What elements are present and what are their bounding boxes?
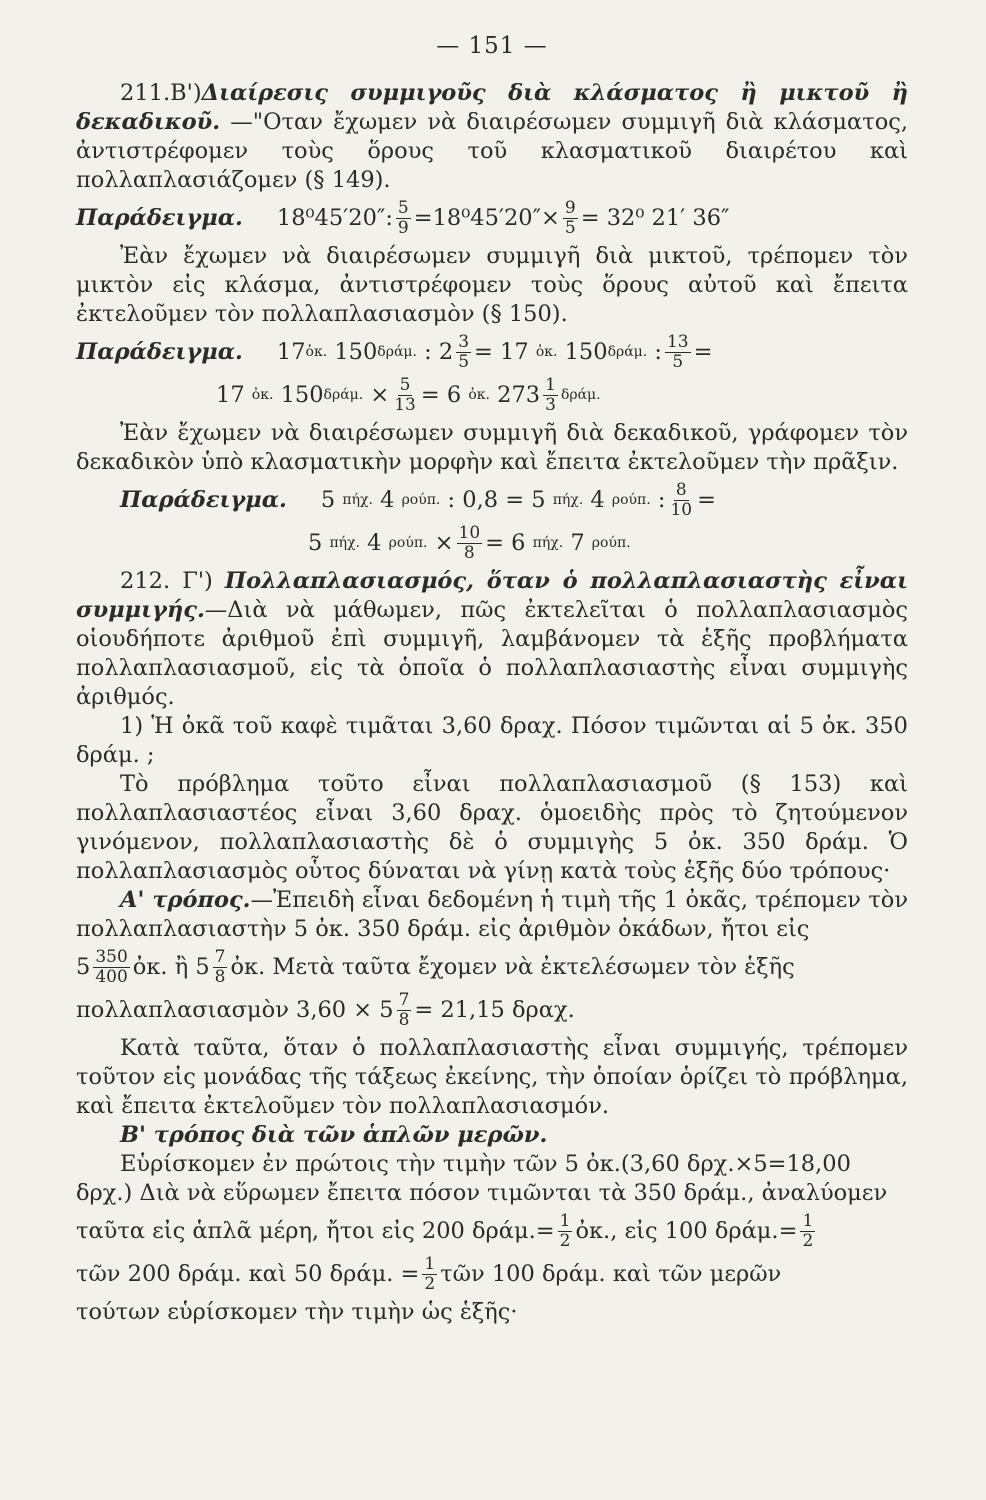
- example-3: [76, 481, 908, 520]
- unit: πήχ.: [552, 492, 584, 508]
- value: 17: [216, 382, 245, 408]
- unit: πήχ.: [532, 535, 564, 551]
- denominator: 10: [670, 500, 693, 520]
- text: = 21,15 δραχ.: [414, 997, 575, 1023]
- fraction: [457, 524, 483, 563]
- operator: =: [693, 339, 713, 365]
- fraction: [396, 199, 411, 238]
- unit: δράμ.: [323, 387, 364, 403]
- operator: ×: [370, 382, 390, 408]
- fraction: [93, 948, 129, 987]
- numerator: 13: [666, 332, 689, 352]
- denominator: 8: [214, 967, 226, 987]
- decimal-paragraph: Ἐὰν ἔχωμεν νὰ διαιρέσωμεν συμμιγῆ διὰ δεκαδικοῦ, γράφομεν τὸν δεκαδικὸν ὑπὸ κλασματικὴν μορφὴν καὶ ἔπειτα ἐκτελοῦμεν τὴν πρᾶξιν.: [76, 420, 908, 475]
- example-2: [76, 333, 908, 372]
- unit: ὀκ.: [251, 387, 274, 403]
- numerator: 7: [398, 990, 410, 1010]
- section-title: Διαίρεσις συμμιγοῦς διὰ κλάσματος ἢ μικτοῦ ἢ δεκαδικοῦ.: [76, 80, 908, 135]
- value: 4: [590, 487, 605, 513]
- text: τῶν 200 δράμ. καὶ 50 δράμ. =: [76, 1261, 420, 1287]
- numerator: 3: [458, 332, 470, 352]
- operator: = 6: [420, 382, 462, 408]
- numerator: 10: [458, 523, 481, 543]
- numerator: 8: [675, 480, 687, 500]
- fraction: [668, 481, 694, 520]
- denominator: 13: [394, 395, 416, 415]
- unit: δράμ.: [377, 344, 417, 360]
- section-letter: Γ'): [182, 568, 213, 594]
- fraction: [558, 1212, 573, 1251]
- unit: πήχ.: [329, 535, 361, 551]
- text: ὀκ. ἢ 5: [132, 954, 210, 980]
- conclusion-paragraph: Κατὰ ταῦτα, ὅταν ὁ πολλαπλασιαστὴς εἶναι συμμιγής, τρέπομεν τοῦτον εἰς μονάδας τῆς τάξεως ἐκείνης, τὴν ὁποίαν ὁρίζει τὸ πρόβλημα, καὶ ἔπειτα ἐκτελοῦμεν τὸν πολλαπλασιασμόν.: [76, 1035, 908, 1119]
- fraction: [800, 1212, 815, 1251]
- value: 273: [497, 382, 541, 408]
- unit: δράμ.: [607, 344, 648, 360]
- section-intro: —"Οταν ἔχωμεν νὰ διαιρέσωμεν συμμιγῆ διὰ κλάσματος, ἀντιστρέφομεν τοὺς ὅρους τοῦ κλασματικοῦ διαιρέτου καὶ πολλαπλασιάζομεν (§ 149).: [76, 109, 908, 193]
- ex1-result: = 32⁰ 21′ 36″: [580, 205, 730, 231]
- value: 5: [76, 954, 91, 980]
- section-number: 211.: [120, 80, 171, 106]
- method-b-line: δρχ.) Διὰ νὰ εὕρωμεν ἔπειτα πόσον τιμῶνται τὰ 350 δράμ., ἀναλύομεν: [76, 1180, 888, 1206]
- text: ὀκ. Μετὰ ταῦτα ἔχομεν νὰ ἐκτελέσωμεν τὸν ἑξῆς: [230, 954, 795, 980]
- section-212-heading: [76, 567, 908, 712]
- unit: ρούπ.: [591, 535, 631, 551]
- denominator: 2: [802, 1231, 814, 1251]
- denominator: 400: [95, 967, 128, 987]
- value: 4: [367, 530, 382, 556]
- section-intro: —Διὰ νὰ μάθωμεν, πῶς ἐκτελεῖται ὁ πολλαπλασιασμὸς οἱουδήποτε ἀριθμοῦ ἐπὶ συμμιγῆ, λαμβάνομεν τὰ ἑξῆς προβλήματα πολλαπλασιασμοῦ, εἰς τὰ ὁποῖα ὁ πολλαπλασιαστὴς εἶναι συμμιγὴς ἀριθμός.: [76, 597, 908, 710]
- example-label: Παράδειγμα.: [120, 487, 287, 513]
- method-b-label: Β' τρόπος διὰ τῶν ἁπλῶν μερῶν.: [120, 1122, 548, 1148]
- example-3-continued: [76, 524, 908, 563]
- method-a: [76, 886, 908, 944]
- numerator: 7: [214, 947, 226, 967]
- text: πολλαπλασιασμὸν 3,60 × 5: [76, 997, 394, 1023]
- method-b-fraction-line: [76, 1212, 908, 1251]
- fraction: [422, 1255, 437, 1294]
- unit: ρούπ.: [401, 492, 441, 508]
- method-b-heading: [76, 1121, 908, 1150]
- unit: ρούπ.: [611, 492, 651, 508]
- method-b-fraction-line: [76, 1255, 908, 1294]
- fraction: [213, 948, 228, 987]
- problem-1-explanation: Τὸ πρόβλημα τοῦτο εἶναι πολλαπλασιασμοῦ (§ 153) καὶ πολλαπλασιαστέος εἶναι 3,60 δραχ. ὁμοειδὴς πρὸς τὸ ζητούμενον γινόμενον, πολλαπλασιαστὴς δὲ ὁ συμμιγὴς 5 ὀκ. 350 δράμ. Ὁ πολλαπλασιασμὸς οὗτος δύναται νὰ γίνῃ κατὰ τοὺς ἑξῆς δύο τρόπους·: [76, 771, 908, 884]
- section-letter: Β'): [170, 80, 202, 106]
- value: 7: [570, 530, 585, 556]
- value: 150: [334, 339, 378, 365]
- problem-1: 1) Ἡ ὀκᾶ τοῦ καφὲ τιμᾶται 3,60 δραχ. Πόσον τιμῶνται αἱ 5 ὀκ. 350 δράμ. ;: [76, 713, 908, 768]
- fraction: [665, 333, 691, 372]
- value: 150: [280, 382, 324, 408]
- ex1-lhs: 18⁰45′20″:: [276, 205, 393, 231]
- denominator: 5: [672, 352, 684, 372]
- operator: ×: [434, 530, 454, 556]
- numerator: 1: [545, 375, 556, 395]
- fraction: [456, 333, 471, 372]
- value: 5: [308, 530, 323, 556]
- unit: ὀκ.: [468, 387, 490, 403]
- method-a-label: Α' τρόπος.: [120, 887, 251, 913]
- numerator: 350: [95, 947, 128, 967]
- operator: :: [657, 487, 666, 513]
- value: 17: [276, 339, 306, 365]
- method-b-line: τούτων εὑρίσκομεν τὴν τιμὴν ὡς ἑξῆς·: [76, 1299, 518, 1325]
- value: 4: [380, 487, 395, 513]
- ex1-mid: =18⁰45′20″×: [413, 205, 560, 231]
- operator: =: [697, 487, 716, 513]
- method-a-text: —Ἐπειδὴ εἶναι δεδομένη ἡ τιμὴ τῆς 1 ὀκᾶς, τρέπομεν τὸν πολλαπλασιαστὴν 5 ὀκ. 350 δράμ. εἰς ἀριθμὸν ὀκάδων, ἤτοι εἰς: [76, 887, 908, 942]
- denominator: 9: [397, 218, 409, 238]
- example-1: [76, 199, 908, 238]
- denominator: 2: [559, 1231, 571, 1251]
- operator: = 17: [474, 339, 529, 365]
- unit: δράμ.: [560, 387, 601, 403]
- denominator: 5: [564, 218, 576, 238]
- fraction: [543, 376, 558, 415]
- operator: :: [654, 339, 662, 365]
- text: τῶν 100 δράμ. καὶ τῶν μερῶν: [440, 1261, 782, 1287]
- method-a-fraction-line: [76, 948, 908, 987]
- denominator: 8: [463, 543, 475, 563]
- example-label: Παράδειγμα.: [76, 339, 243, 365]
- denominator: 2: [424, 1274, 436, 1294]
- value: 150: [564, 339, 608, 365]
- numerator: 1: [559, 1211, 571, 1231]
- section-title: Πολλαπλασιασμός, ὅταν ὁ πολλαπλασιαστὴς εἶναι συμμιγής.: [76, 568, 908, 623]
- operator: : 0,8 = 5: [447, 487, 546, 513]
- page-number: — 151 —: [436, 33, 548, 59]
- numerator: 9: [564, 198, 576, 218]
- unit: ὀκ.: [305, 344, 328, 360]
- numerator: 1: [424, 1254, 436, 1274]
- unit: ρούπ.: [388, 535, 428, 551]
- numerator: 1: [802, 1211, 814, 1231]
- mixed-paragraph: Ἐὰν ἔχωμεν νὰ διαιρέσωμεν συμμιγῆ διὰ μικτοῦ, τρέπομεν τὸν μικτὸν εἰς κλάσμα, ἀντιστρέφομεν τοὺς ὅρους αὐτοῦ καὶ ἔπειτα ἐκτελοῦμεν τὸν πολλαπλασιασμὸν (§ 150).: [76, 243, 908, 327]
- operator: : 2: [424, 339, 454, 365]
- denominator: 8: [398, 1010, 410, 1030]
- example-label: Παράδειγμα.: [76, 205, 243, 231]
- section-number: 212.: [120, 568, 171, 594]
- denominator: 3: [545, 395, 556, 415]
- fraction: [392, 376, 418, 415]
- value: 5: [320, 487, 336, 513]
- method-b-line: Εὑρίσκομεν ἐν πρώτοις τὴν τιμὴν τῶν 5 ὀκ.(3,60 δρχ.×5=18,00: [120, 1151, 851, 1177]
- method-a-calculation: [76, 991, 908, 1030]
- denominator: 5: [458, 352, 470, 372]
- section-211-heading: [76, 79, 908, 195]
- fraction: [563, 199, 578, 238]
- fraction: [397, 991, 412, 1030]
- unit: ὀκ.: [535, 344, 558, 360]
- text: ὀκ., εἰς 100 δράμ.=: [575, 1218, 798, 1244]
- unit: πήχ.: [342, 492, 373, 508]
- numerator: 5: [399, 375, 411, 395]
- operator: = 6: [485, 530, 526, 556]
- numerator: 5: [397, 198, 409, 218]
- example-2-continued: [76, 376, 908, 415]
- text: ταῦτα εἰς ἁπλᾶ μέρη, ἤτοι εἰς 200 δράμ.=: [76, 1218, 555, 1244]
